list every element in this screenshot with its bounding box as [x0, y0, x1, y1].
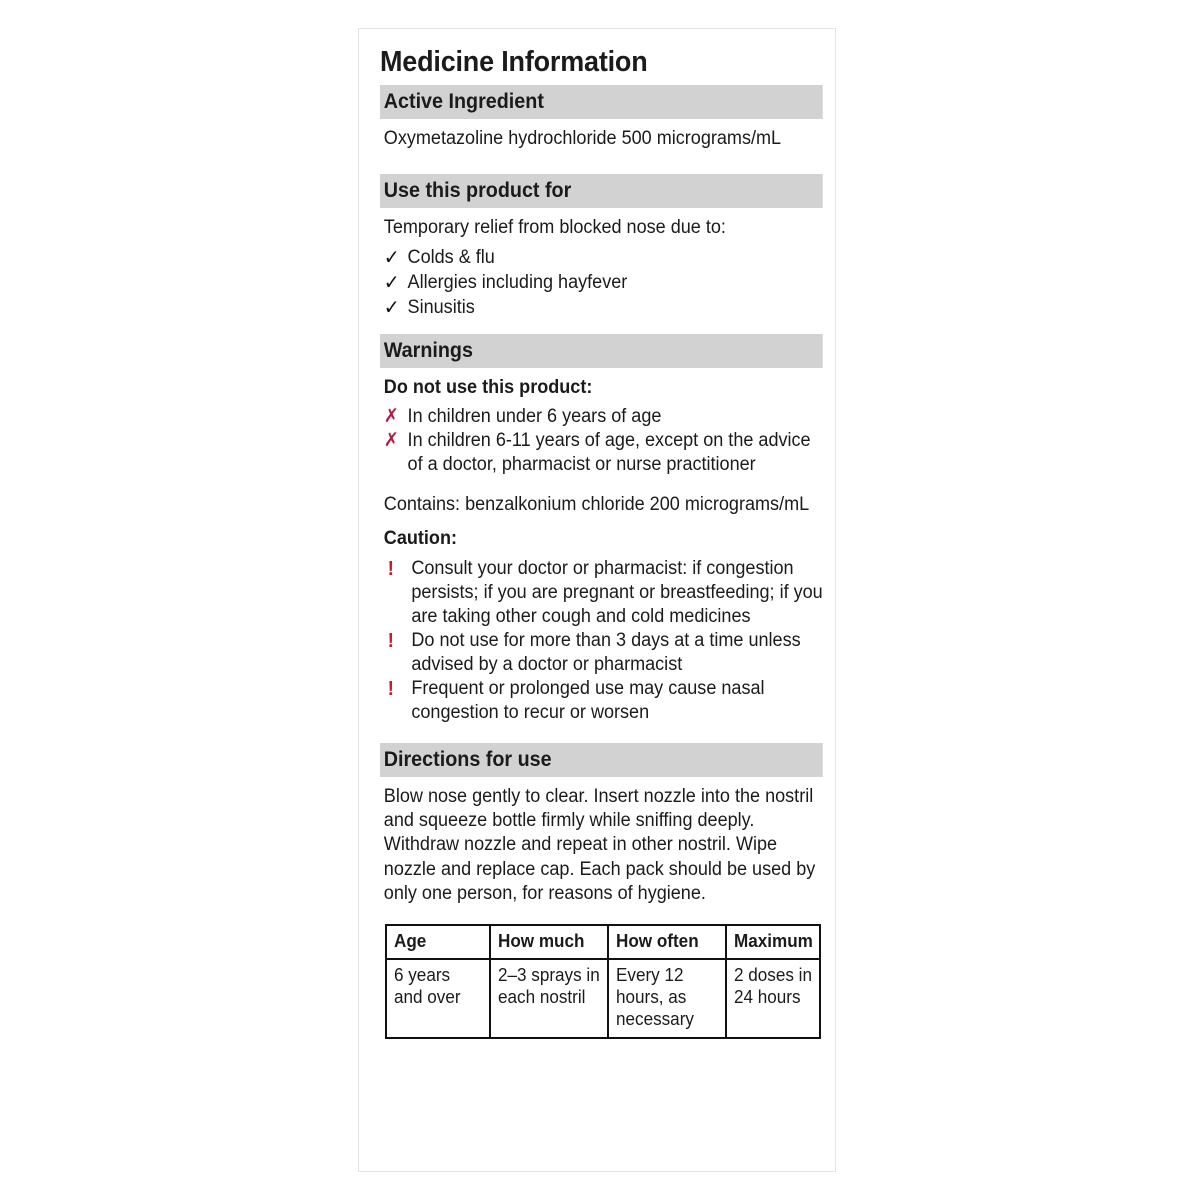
list-item-label: Frequent or prolonged use may cause nasal congestion to recur or worsen: [411, 677, 765, 723]
spacer: [380, 517, 823, 527]
do-not-use-label: Do not use this product:: [383, 376, 593, 398]
spacer: [380, 368, 823, 376]
exclamation-icon: !: [387, 629, 394, 652]
spacer: [380, 152, 823, 174]
spacer: [380, 322, 823, 334]
list-item-label: In children 6-11 years of age, except on the advice of a doctor, pharmacist or nurse practitioner: [407, 430, 811, 476]
list-item-label: Colds & flu: [407, 246, 495, 268]
table-cell-age: [386, 959, 490, 1038]
table-cell-how-often: [608, 959, 726, 1038]
check-icon: ✓: [383, 272, 400, 295]
table-cell-maximum: [726, 959, 820, 1038]
contains-text: Contains: benzalkonium chloride 200 micrograms/mL: [383, 494, 810, 516]
list-item-label: Consult your doctor or pharmacist: if congestion persists; if you are pregnant or breastfeeding; if you are taking other cough and cold medicines: [411, 558, 823, 627]
table-cell-value: 2–3 sprays in each nostril: [498, 965, 600, 1008]
spacer: [380, 477, 823, 493]
list-item: [384, 629, 827, 677]
list-item-label: In children under 6 years of age: [407, 406, 662, 428]
table-cell-value: Every 12 hours, as necessary: [616, 965, 694, 1030]
label-content: [380, 47, 823, 1039]
section-heading-use-this-product-for: Use this product for: [380, 174, 823, 208]
section-heading-directions-for-use: Directions for use: [380, 743, 823, 777]
spacer: [380, 208, 823, 216]
spacer: [380, 777, 823, 785]
check-icon: ✓: [383, 297, 400, 320]
active-ingredient-text: Oxymetazoline hydrochloride 500 micrograms/mL: [383, 128, 782, 150]
table-header-cell-how-much: [490, 925, 608, 959]
table-row: [386, 959, 820, 1038]
medicine-information-panel: [358, 28, 836, 1172]
do-not-use-list: [380, 405, 827, 477]
table-header-cell-maximum: [726, 925, 820, 959]
table-cell-value: 2 doses in 24 hours: [734, 965, 812, 1008]
list-item-label: Sinusitis: [407, 297, 475, 319]
table-header-label: How often: [616, 931, 699, 952]
list-item-label: Allergies including hayfever: [407, 272, 628, 294]
list-item: [384, 296, 827, 321]
list-item-label: Do not use for more than 3 days at a time unless advised by a doctor or pharmacist: [411, 629, 801, 675]
list-item: [384, 429, 827, 477]
list-item: [384, 677, 827, 725]
caution-list: [380, 557, 827, 725]
use-for-intro: Temporary relief from blocked nose due to:: [383, 216, 726, 238]
list-item: [384, 405, 827, 429]
table-cell-how-much: [490, 959, 608, 1038]
directions-text: Blow nose gently to clear. Insert nozzle into the nostril and squeeze bottle firmly while sniffing deeply. Withdraw nozzle and repeat in other nostril. Wipe nozzle and replace cap. Each pack should be used by only one person, for reasons of hygiene.: [383, 785, 816, 904]
table-cell-value: 6 years and over: [394, 965, 461, 1008]
exclamation-icon: !: [387, 677, 394, 700]
spacer: [380, 906, 823, 924]
table-header-row: [386, 925, 820, 959]
section-heading-warnings: Warnings: [380, 334, 823, 368]
table-header-label: Maximum: [734, 931, 813, 952]
cross-icon: ✗: [383, 406, 399, 428]
use-for-list: [380, 246, 827, 322]
spacer: [380, 119, 823, 127]
list-item: [384, 557, 827, 629]
table-header-label: Age: [394, 931, 427, 952]
check-icon: ✓: [383, 246, 400, 269]
table-header-label: How much: [498, 931, 585, 952]
table-header-cell-how-often: [608, 925, 726, 959]
page-title: Medicine Information: [380, 46, 648, 78]
list-item: [384, 246, 827, 271]
spacer: [380, 725, 823, 743]
caution-label: Caution:: [383, 528, 457, 550]
cross-icon: ✗: [383, 430, 399, 452]
dosage-table-wrapper: [380, 924, 823, 1039]
table-header-cell-age: [386, 925, 490, 959]
exclamation-icon: !: [387, 558, 394, 581]
list-item: [384, 271, 827, 296]
section-heading-active-ingredient: Active Ingredient: [380, 85, 823, 119]
dosage-table: [385, 924, 821, 1039]
